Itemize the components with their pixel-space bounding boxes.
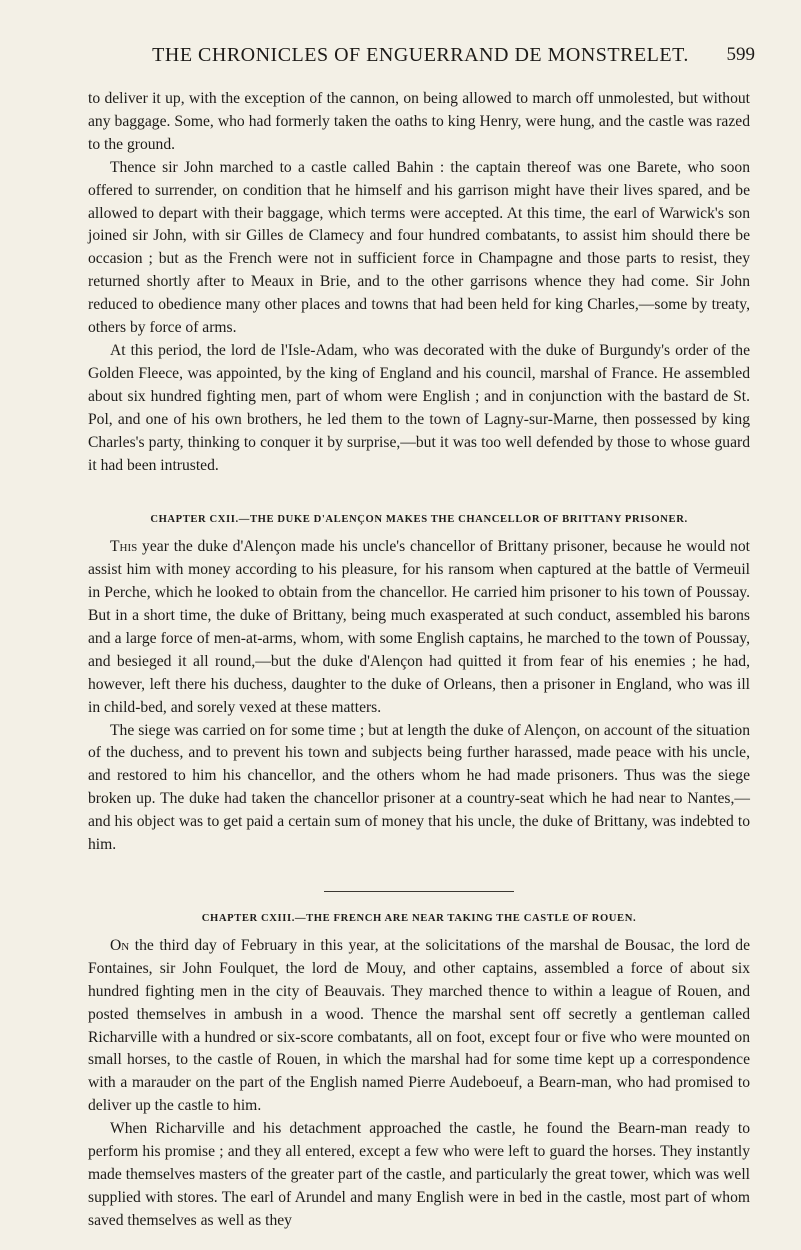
paragraph: The siege was carried on for some time ; but at length the duke of Alençon, on account of the situation of the duchess, and to prevent his town and subjects being further harassed, made peace with his uncle, and restored to him his chancellor, and the others whom he had made prisoners. Thus was the siege broken up. The duke had taken the chancellor prisoner at a country-seat which he had near to Nantes,—and his object was to get paid a certain sum of money that his uncle, the duke of Brittany, was indebted to him.	[88, 721, 750, 854]
paragraph	[88, 935, 750, 1118]
paragraph	[88, 536, 750, 719]
chapter-heading: CHAPTER CXII.—THE DUKE D'ALENÇON MAKES THE CHANCELLOR OF BRITTANY PRISONER.	[150, 514, 688, 526]
paragraph-text: the third day of February in this year, at the solicitations of the marshal de Bousac, the lord de Fontaines, sir John Foulquet, the lord de Mouy, and other captains, assembled a force of about six hundred fighting men in the city of Beauvais. They marched thence to within a league of Rouen, and posted themselves in ambush in a wood. Thence the marshal sent off secretly a gentleman called Richarville with a hundred or six-score combatants, all on foot, except four or five who were mounted on small horses, to the castle of Rouen, in which the marshal had for some time kept up a correspondence with a marauder on the part of the English named Pierre Audeboeuf, a Bearn-man, who had promised to deliver up the castle to him.	[88, 936, 750, 1115]
chapter-section	[88, 477, 750, 857]
paragraph: Thence sir John marched to a castle called Bahin : the captain thereof was one Barete, who soon offered to surrender, on condition that he himself and his garrison might have their lives spared, and be allowed to depart with their baggage, which terms were accepted. At this time, the earl of Warwick's son joined sir John, with sir Gilles de Clamecy and four hundred combatants, to assist him should there be occasion ; but as the French were not in sufficient force in Champagne and those parts to resist, they returned shortly after to Meaux in Brie, and to the other garrisons whence they had come. Sir John reduced to obedience many other places and towns that had been held for king Charles,—some by treaty, others by force of arms.	[88, 158, 750, 337]
paragraph: to deliver it up, with the exception of the cannon, on being allowed to march off unmolested, but without any baggage. Some, who had formerly taken the oaths to king Henry, were hung, and the castle was razed to the ground.	[88, 90, 750, 153]
section-rule	[324, 891, 514, 892]
body-text	[88, 88, 750, 1233]
running-header	[86, 44, 755, 72]
paragraph-text: year the duke d'Alençon made his uncle's chancellor of Brittany prisoner, because he would not assist him with money according to his pleasure, for his ransom when captured at the battle of Vermeuil in Perche, which he looked to obtain from the chancellor. He carried him prisoner to his town of Poussay. But in a short time, the duke of Brittany, being much exasperated at such conduct, assembled his barons and a large force of men-at-arms, whom, with some English captains, he marched to the town of Poussay, and besieged it all round,—but the duke d'Alençon had quitted it from fear of his enemies ; he had, however, left there his duchess, daughter to the duke of Orleans, then a prisoner in England, who was ill in child-bed, and sorely vexed at these matters.	[88, 538, 750, 716]
chapter-heading: CHAPTER CXIII.—THE FRENCH ARE NEAR TAKING THE CASTLE OF ROUEN.	[201, 913, 637, 924]
chapter-section	[88, 857, 750, 1233]
paragraph: When Richarville and his detachment approached the castle, he found the Bearn-man ready to perform his promise ; and they all entered, except a few who were left to guard the horses. They instantly made themselves masters of the greater part of the castle, and particularly the great tower, which was well supplied with stores. The earl of Arundel and many English were in bed in the castle, most part of whom saved themselves as well as they	[88, 1120, 750, 1229]
running-title: THE CHRONICLES OF ENGUERRAND DE MONSTRELET.	[152, 44, 689, 66]
lead-word: This	[110, 538, 138, 556]
lead-word: On	[110, 936, 130, 954]
paragraph: At this period, the lord de l'Isle-Adam, who was decorated with the duke of Burgundy's order of the Golden Fleece, was appointed, by the king of England and his council, marshal of France. He assembled about six hundred fighting men, part of whom were English ; and in conjunction with the bastard de St. Pol, and one of his own brothers, he led them to the town of Lagny-sur-Marne, then possessed by king Charles's party, thinking to conquer it by surprise,—but it was too well defended by those to whose guard it had been intrusted.	[88, 341, 750, 474]
page-number: 599	[726, 44, 755, 65]
